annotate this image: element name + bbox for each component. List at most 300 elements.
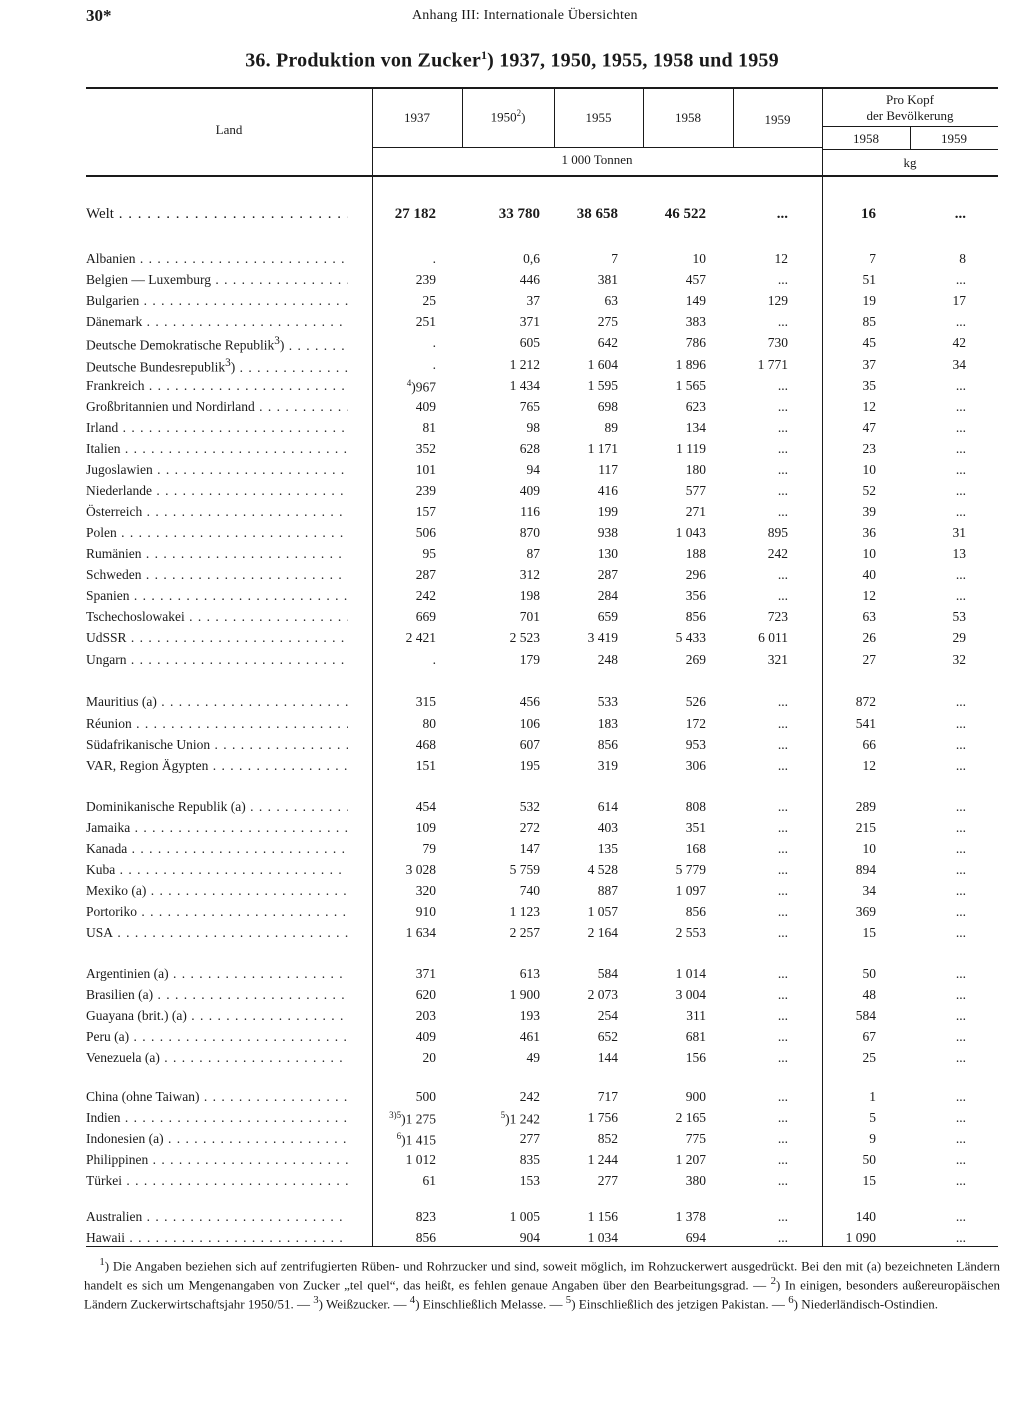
row-label-text: Italien bbox=[86, 441, 121, 456]
table-cell bbox=[822, 462, 876, 478]
cell-value: 12 bbox=[862, 399, 876, 414]
cell-value: 40 bbox=[862, 567, 876, 582]
table-cell bbox=[556, 272, 618, 288]
header-per-capita-1959: 1959 bbox=[941, 131, 967, 146]
cell-value: ... bbox=[955, 420, 966, 435]
cell-value: 15 bbox=[862, 925, 876, 940]
table-cell bbox=[644, 1173, 706, 1189]
table-cell bbox=[822, 1110, 876, 1126]
row-label-text: Welt bbox=[86, 206, 114, 222]
cell-value: 352 bbox=[415, 441, 436, 456]
row-label bbox=[86, 272, 348, 288]
table-cell bbox=[464, 314, 540, 330]
row-label-text: Türkei bbox=[86, 1173, 122, 1188]
cell-value: 296 bbox=[685, 567, 706, 582]
table-cell bbox=[464, 1110, 540, 1128]
cell-value: ... bbox=[955, 820, 966, 835]
per-capita-rule-bottom bbox=[822, 149, 998, 150]
table-cell bbox=[556, 546, 618, 562]
cell-value: 277 bbox=[519, 1131, 540, 1146]
cell-value: 275 bbox=[597, 314, 618, 329]
table-cell bbox=[910, 546, 966, 562]
table-cell bbox=[644, 1089, 706, 1105]
table-cell bbox=[464, 694, 540, 710]
table-cell bbox=[736, 1110, 788, 1126]
cell-value: 168 bbox=[685, 841, 706, 856]
table-cell bbox=[822, 716, 876, 732]
row-label-text: Mauritius (a) bbox=[86, 694, 157, 709]
table-row bbox=[0, 251, 1024, 272]
table-cell bbox=[644, 820, 706, 836]
header-year-1955: 1955 bbox=[585, 110, 612, 125]
table-row bbox=[0, 546, 1024, 567]
cell-value: 195 bbox=[519, 758, 540, 773]
cell-value: 701 bbox=[519, 609, 540, 624]
cell-value: 1 634 bbox=[405, 925, 436, 940]
row-label-text: Österreich bbox=[86, 504, 143, 519]
cell-value: 356 bbox=[685, 588, 706, 603]
table-cell bbox=[822, 525, 876, 541]
table-cell bbox=[464, 716, 540, 732]
cell-value: 1 005 bbox=[509, 1209, 540, 1224]
table-cell bbox=[372, 904, 436, 920]
cell-value: 51 bbox=[862, 272, 876, 287]
table-cell bbox=[736, 1050, 788, 1066]
cell-value: 1 171 bbox=[587, 441, 618, 456]
table-cell bbox=[556, 737, 618, 753]
table-row bbox=[0, 883, 1024, 904]
row-label-text: USA bbox=[86, 925, 114, 940]
cell-value: 239 bbox=[415, 272, 436, 287]
table-row bbox=[0, 1029, 1024, 1050]
cell-value: 242 bbox=[519, 1089, 540, 1104]
table-cell bbox=[556, 883, 618, 899]
table-cell bbox=[910, 588, 966, 604]
table-row bbox=[0, 799, 1024, 820]
table-cell bbox=[736, 716, 788, 732]
cell-value: 3 004 bbox=[675, 987, 706, 1002]
cell-value: 457 bbox=[685, 272, 706, 287]
cell-value: ... bbox=[955, 1089, 966, 1104]
cell-value: 116 bbox=[520, 504, 540, 519]
cell-value: 32 bbox=[952, 652, 966, 667]
table-cell bbox=[372, 1152, 436, 1168]
cell-value: ... bbox=[777, 483, 788, 498]
table-cell bbox=[372, 716, 436, 732]
table-row bbox=[0, 925, 1024, 946]
cell-value: 607 bbox=[519, 737, 540, 752]
row-label-text: Kanada bbox=[86, 841, 128, 856]
table-cell bbox=[644, 966, 706, 982]
table-row bbox=[0, 567, 1024, 588]
table-cell bbox=[556, 904, 618, 920]
table-cell bbox=[372, 737, 436, 753]
footnote-6-mark: 6 bbox=[788, 1293, 794, 1306]
cell-value: 10 bbox=[862, 841, 876, 856]
table-cell bbox=[736, 399, 788, 415]
table-cell bbox=[464, 966, 540, 982]
cell-value: 50 bbox=[862, 966, 876, 981]
table-cell bbox=[736, 758, 788, 774]
table-row bbox=[0, 420, 1024, 441]
cell-value: 403 bbox=[597, 820, 618, 835]
table-cell bbox=[910, 293, 966, 309]
footnote-2-mark: 2 bbox=[770, 1274, 777, 1287]
table-cell bbox=[556, 251, 618, 267]
cell-value: 461 bbox=[519, 1029, 540, 1044]
cell-value: ... bbox=[777, 799, 788, 814]
cell-value: 730 bbox=[767, 335, 788, 350]
cell-value: 870 bbox=[519, 525, 540, 540]
table-cell bbox=[644, 462, 706, 478]
cell-value: . bbox=[432, 652, 436, 667]
table-cell bbox=[736, 1152, 788, 1168]
table-cell bbox=[822, 357, 876, 373]
table-cell bbox=[736, 357, 788, 373]
table-cell bbox=[372, 630, 436, 646]
cell-value: 37 bbox=[526, 293, 540, 308]
table-cell bbox=[644, 504, 706, 520]
table-cell bbox=[372, 987, 436, 1003]
cell-value: ... bbox=[955, 1110, 966, 1125]
cell-value: ... bbox=[955, 862, 966, 877]
row-label bbox=[86, 820, 348, 836]
cell-value: 180 bbox=[685, 462, 706, 477]
cell-value: 129 bbox=[767, 293, 788, 308]
row-label-text: Venezuela (a) bbox=[86, 1050, 160, 1065]
table-row bbox=[0, 206, 1024, 227]
cell-value: 6 011 bbox=[758, 630, 788, 645]
cell-value: 94 bbox=[526, 462, 540, 477]
table-cell bbox=[644, 1131, 706, 1147]
cell-value: 652 bbox=[597, 1029, 618, 1044]
table-cell bbox=[736, 820, 788, 836]
cell-value: 1 014 bbox=[675, 966, 706, 981]
table-cell bbox=[736, 925, 788, 941]
table-cell bbox=[644, 758, 706, 774]
cell-value: 383 bbox=[685, 314, 706, 329]
cell-value: 33 780 bbox=[498, 206, 540, 222]
table-cell bbox=[372, 694, 436, 710]
table-cell bbox=[910, 1089, 966, 1105]
cell-value: 67 bbox=[862, 1029, 876, 1044]
cell-value: 2 257 bbox=[509, 925, 540, 940]
cell-value: ... bbox=[955, 925, 966, 940]
cell-value: 53 bbox=[952, 609, 966, 624]
cell-value: ... bbox=[777, 1230, 788, 1245]
table-cell bbox=[556, 758, 618, 774]
table-cell bbox=[822, 820, 876, 836]
cell-value: 628 bbox=[519, 441, 540, 456]
table-cell bbox=[644, 567, 706, 583]
table-cell bbox=[464, 862, 540, 878]
cell-value: 12 bbox=[862, 758, 876, 773]
cell-value: ... bbox=[955, 314, 966, 329]
table-cell bbox=[644, 293, 706, 309]
cell-value: ... bbox=[955, 588, 966, 603]
row-label-text: Jamaika bbox=[86, 820, 131, 835]
row-label-text: Dominikanische Republik (a) bbox=[86, 799, 246, 814]
table-cell bbox=[556, 1131, 618, 1147]
table-cell bbox=[464, 883, 540, 899]
cell-value: 315 bbox=[415, 694, 436, 709]
table-cell bbox=[736, 293, 788, 309]
row-label bbox=[86, 335, 348, 354]
cell-value: ... bbox=[955, 841, 966, 856]
cell-value: 153 bbox=[519, 1173, 540, 1188]
cell-value: 698 bbox=[597, 399, 618, 414]
table-cell bbox=[736, 883, 788, 899]
table-cell bbox=[372, 546, 436, 562]
table-cell bbox=[910, 441, 966, 457]
cell-value: 134 bbox=[685, 420, 706, 435]
cell-value: 895 bbox=[767, 525, 788, 540]
table-cell bbox=[644, 483, 706, 499]
table-cell bbox=[644, 904, 706, 920]
cell-value: ... bbox=[955, 399, 966, 414]
cell-value: 34 bbox=[862, 883, 876, 898]
header-year-1950-close: ) bbox=[521, 109, 526, 125]
table-cell bbox=[644, 799, 706, 815]
table-cell bbox=[644, 314, 706, 330]
table-cell bbox=[822, 504, 876, 520]
table-cell bbox=[910, 904, 966, 920]
footnote-text bbox=[84, 1255, 1000, 1311]
table-row bbox=[0, 1131, 1024, 1152]
cell-value: 500 bbox=[415, 1089, 436, 1104]
table-cell bbox=[736, 525, 788, 541]
table-cell bbox=[372, 841, 436, 857]
row-label bbox=[86, 1152, 348, 1168]
row-label-text: Deutsche Demokratische Republik bbox=[86, 337, 275, 353]
row-label bbox=[86, 1131, 348, 1147]
table-cell bbox=[644, 525, 706, 541]
table-cell bbox=[464, 378, 540, 394]
cell-value: ... bbox=[777, 1131, 788, 1146]
table-row bbox=[0, 630, 1024, 651]
table-cell bbox=[556, 1173, 618, 1189]
cell-value: . bbox=[432, 335, 436, 350]
cell-value: 1 434 bbox=[509, 378, 540, 393]
table-cell bbox=[372, 1029, 436, 1045]
table-cell bbox=[822, 609, 876, 625]
cell-value: 42 bbox=[952, 335, 966, 350]
cell-value: 50 bbox=[862, 1152, 876, 1167]
row-label-text: Peru (a) bbox=[86, 1029, 130, 1044]
table-cell bbox=[910, 567, 966, 583]
table-row bbox=[0, 652, 1024, 673]
table-cell bbox=[464, 399, 540, 415]
table-row bbox=[0, 1230, 1024, 1251]
cell-value: 269 bbox=[685, 652, 706, 667]
table-cell bbox=[644, 987, 706, 1003]
table-cell bbox=[910, 966, 966, 982]
cell-value: 681 bbox=[685, 1029, 706, 1044]
cell-value: ... bbox=[955, 904, 966, 919]
row-label-text: Réunion bbox=[86, 716, 132, 731]
table-cell bbox=[556, 987, 618, 1003]
table-cell bbox=[910, 758, 966, 774]
cell-value: 29 bbox=[952, 630, 966, 645]
table-row bbox=[0, 441, 1024, 462]
table-cell bbox=[644, 1110, 706, 1126]
row-label-text: Spanien bbox=[86, 588, 130, 603]
table-cell bbox=[556, 841, 618, 857]
table-cell bbox=[464, 758, 540, 774]
table-cell bbox=[910, 357, 966, 373]
table-cell bbox=[910, 314, 966, 330]
footnote-5: ) Einschließlich des jetzigen Pakistan. — bbox=[571, 1295, 789, 1311]
cell-value: 203 bbox=[415, 1008, 436, 1023]
cell-value: 95 bbox=[422, 546, 436, 561]
table-cell bbox=[372, 862, 436, 878]
table-cell bbox=[644, 251, 706, 267]
cell-value: ... bbox=[777, 925, 788, 940]
cell-value: 584 bbox=[597, 966, 618, 981]
row-label-text: Jugoslawien bbox=[86, 462, 153, 477]
row-label bbox=[86, 799, 348, 815]
row-label-text: Irland bbox=[86, 420, 119, 435]
table-cell bbox=[910, 1209, 966, 1225]
table-cell bbox=[736, 1131, 788, 1147]
table-cell bbox=[372, 799, 436, 815]
table-cell bbox=[736, 694, 788, 710]
cell-value: ... bbox=[777, 904, 788, 919]
row-label-text: Kuba bbox=[86, 862, 116, 877]
table-cell bbox=[464, 206, 540, 223]
table-cell bbox=[822, 925, 876, 941]
table-cell bbox=[372, 966, 436, 982]
table-cell bbox=[822, 1152, 876, 1168]
table-cell bbox=[556, 588, 618, 604]
table-cell bbox=[736, 904, 788, 920]
cell-value: 5 759 bbox=[509, 862, 540, 877]
cell-value: 172 bbox=[685, 716, 706, 731]
table-cell bbox=[644, 1029, 706, 1045]
table-cell bbox=[372, 335, 436, 351]
table-cell bbox=[464, 841, 540, 857]
table-cell bbox=[372, 483, 436, 499]
table-cell bbox=[644, 546, 706, 562]
cell-value: 887 bbox=[597, 883, 618, 898]
table-title bbox=[0, 48, 1024, 73]
table-cell bbox=[644, 716, 706, 732]
cell-value: 311 bbox=[686, 1008, 706, 1023]
table-cell bbox=[822, 1050, 876, 1066]
table-cell bbox=[822, 1230, 876, 1246]
table-cell bbox=[822, 737, 876, 753]
table-header-rule bbox=[86, 175, 998, 177]
table-cell bbox=[464, 525, 540, 541]
table-row bbox=[0, 966, 1024, 987]
cell-value: . bbox=[432, 251, 436, 266]
table-cell bbox=[822, 904, 876, 920]
table-cell bbox=[464, 1008, 540, 1024]
table-cell bbox=[372, 441, 436, 457]
table-cell bbox=[644, 841, 706, 857]
cell-value: 306 bbox=[685, 758, 706, 773]
table-cell bbox=[910, 504, 966, 520]
cell-value: 320 bbox=[415, 883, 436, 898]
title-prefix: 36. Produktion von Zucker bbox=[245, 49, 481, 72]
table-cell bbox=[644, 609, 706, 625]
table-cell bbox=[644, 630, 706, 646]
table-cell bbox=[910, 652, 966, 668]
row-label-text: Südafrikanische Union bbox=[86, 737, 211, 752]
table-row bbox=[0, 904, 1024, 925]
cell-value: 98 bbox=[526, 420, 540, 435]
table-cell bbox=[464, 609, 540, 625]
table-cell bbox=[464, 1230, 540, 1246]
table-cell bbox=[556, 630, 618, 646]
row-label-text: Albanien bbox=[86, 251, 136, 266]
cell-value: 1 378 bbox=[675, 1209, 706, 1224]
cell-value: ... bbox=[955, 966, 966, 981]
table-cell bbox=[910, 1029, 966, 1045]
cell-value: 409 bbox=[415, 399, 436, 414]
row-label-text: Niederlande bbox=[86, 483, 152, 498]
table-row bbox=[0, 1050, 1024, 1071]
cell-value: 1 275 bbox=[405, 1111, 436, 1127]
table-row bbox=[0, 737, 1024, 758]
cell-value: ... bbox=[777, 841, 788, 856]
table-cell bbox=[372, 251, 436, 267]
cell-value: 526 bbox=[685, 694, 706, 709]
cell-value: 409 bbox=[415, 1029, 436, 1044]
cell-value: 63 bbox=[862, 609, 876, 624]
table-row bbox=[0, 1089, 1024, 1110]
cell-footnote-close: ) bbox=[401, 1132, 406, 1148]
cell-value: 48 bbox=[862, 987, 876, 1002]
table-cell bbox=[556, 206, 618, 223]
cell-value: 823 bbox=[415, 1209, 436, 1224]
cell-value: 147 bbox=[519, 841, 540, 856]
table-cell bbox=[736, 251, 788, 267]
cell-value: 254 bbox=[597, 1008, 618, 1023]
table-cell bbox=[372, 652, 436, 668]
cell-value: ... bbox=[777, 399, 788, 414]
table-cell bbox=[464, 799, 540, 815]
cell-value: 1 415 bbox=[405, 1132, 436, 1148]
table-cell bbox=[644, 1209, 706, 1225]
table-cell bbox=[372, 883, 436, 899]
cell-value: ... bbox=[777, 1152, 788, 1167]
cell-value: 61 bbox=[422, 1173, 436, 1188]
table-cell bbox=[464, 441, 540, 457]
table-cell bbox=[372, 314, 436, 330]
row-label bbox=[86, 630, 348, 646]
cell-value: 106 bbox=[519, 716, 540, 731]
table-cell bbox=[736, 630, 788, 646]
cell-value: 369 bbox=[855, 904, 876, 919]
row-label bbox=[86, 862, 348, 878]
cell-value: ... bbox=[955, 987, 966, 1002]
table-cell bbox=[464, 272, 540, 288]
cell-value: ... bbox=[777, 1050, 788, 1065]
table-cell bbox=[464, 1089, 540, 1105]
table-cell bbox=[372, 1173, 436, 1189]
table-cell bbox=[644, 335, 706, 351]
row-label-text: Großbritannien und Nordirland bbox=[86, 399, 255, 414]
table-cell bbox=[736, 462, 788, 478]
cell-value: 117 bbox=[598, 462, 618, 477]
cell-value: 109 bbox=[415, 820, 436, 835]
table-cell bbox=[910, 694, 966, 710]
cell-value: 468 bbox=[415, 737, 436, 752]
cell-value: 287 bbox=[415, 567, 436, 582]
table-cell bbox=[464, 1173, 540, 1189]
footnote-2: ) In einigen, besonders außereuropäischen Ländern Zuckerwirtschaftsjahr 1950/51. — bbox=[84, 1277, 1001, 1311]
